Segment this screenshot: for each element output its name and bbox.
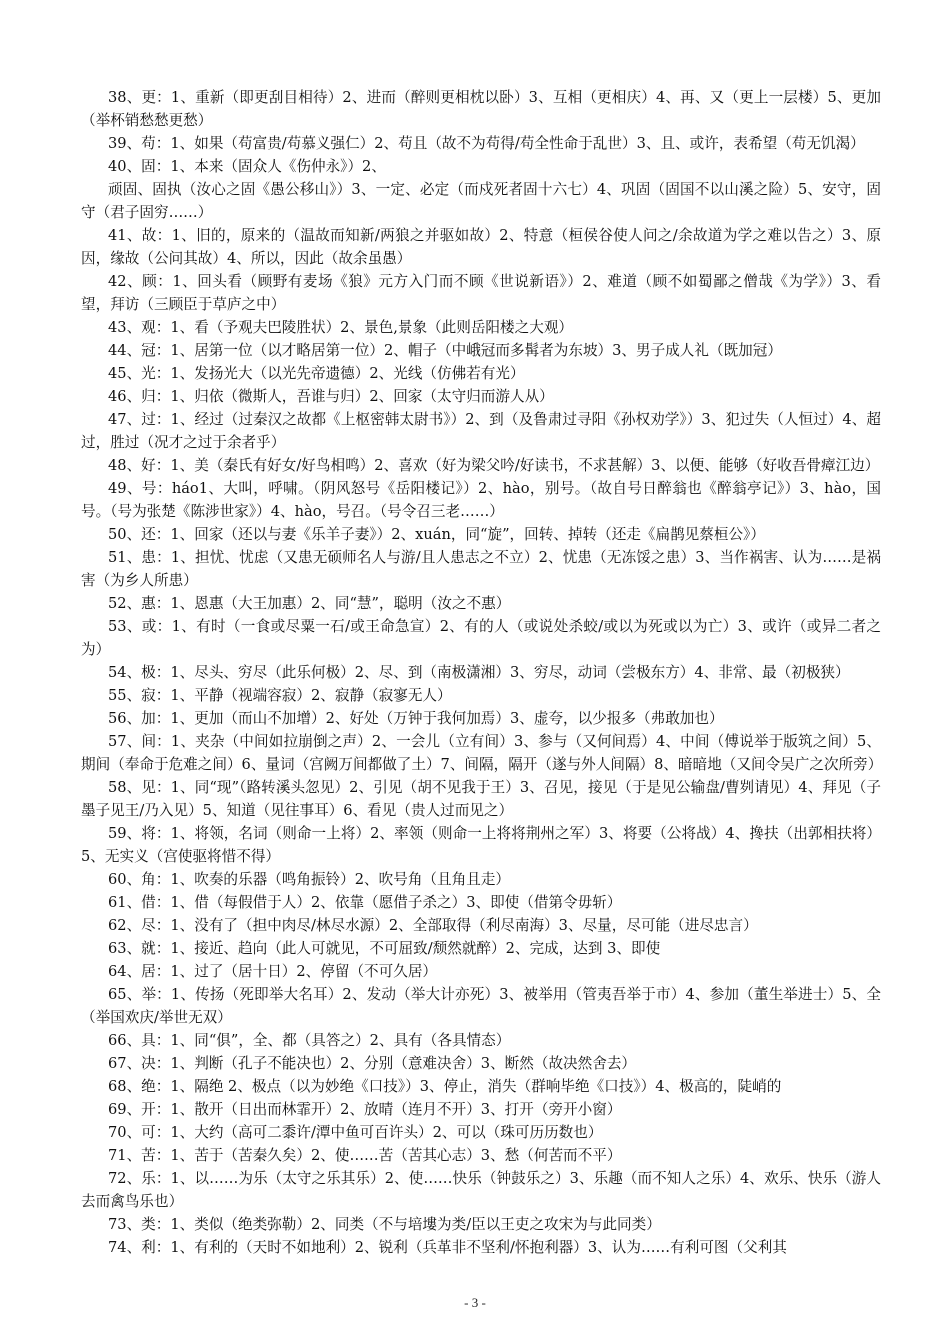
entry-41: 41、故：1、旧的，原来的（温故而知新/两狼之并驱如故）2、特意（桓侯谷使人问之/余故道为学之难以告之）3、原因，缘故（公问其故）4、所以，因此（故余虽愚） xyxy=(81,227,881,267)
entry-66: 66、具：1、同“俱”，全、都（具答之）2、具有（各具情态） xyxy=(108,1032,511,1049)
entry-58: 58、见：1、同“现”（路转溪头忽见）2、引见（胡不见我于王）3、召见，接见（于是见公输盘/曹刿请见）4、拜见（子墨子见王/乃入见）5、知道（见往事耳）6、看见（贵人过而见之） xyxy=(81,779,881,819)
entry-50: 50、还：1、回家（还以与妻《乐羊子妻》）2、xuán，同“旋”，回转、掉转（还走《扁鹊见蔡桓公》） xyxy=(108,526,765,543)
entry-61: 61、借：1、借（每假借于人）2、依靠（愿借子杀之）3、即使（借第令毋斩） xyxy=(108,894,622,911)
entry-45: 45、光：1、发扬光大（以光先帝遗德）2、光线（仿佛若有光） xyxy=(108,365,525,382)
entry-48: 48、好：1、美（秦氏有好女/好鸟相鸣）2、喜欢（好为梁父吟/好读书，不求甚解）3、以便、能够（好收吾骨瘴江边） xyxy=(108,457,880,474)
entry-54: 54、极：1、尽头、穷尽（此乐何极）2、尽、到（南极潇湘）3、穷尽，动词（尝极东方）4、非常、最（初极狭） xyxy=(108,664,850,681)
entry-40: 40、固：1、本来（固众人《伤仲永》）2、 xyxy=(108,158,386,175)
document-body xyxy=(81,86,881,1259)
page-number: - 3 - xyxy=(464,1295,486,1310)
entry-72: 72、乐：1、以……为乐（太守之乐其乐）2、使……快乐（钟鼓乐之）3、乐趣（而不知人之乐）4、欢乐、快乐（游人去而禽鸟乐也） xyxy=(81,1170,881,1210)
entry-73: 73、类：1、类似（绝类弥勒）2、同类（不与培塿为类/臣以王吏之攻宋为与此同类） xyxy=(108,1216,661,1233)
entry-39: 39、苟：1、如果（苟富贵/苟慕义强仁）2、苟且（故不为苟得/苟全性命于乱世）3、且、或许，表希望（苟无饥渴） xyxy=(108,135,865,152)
entry-65: 65、举：1、传扬（死即举大名耳）2、发动（举大计亦死）3、被举用（管夷吾举于市）4、参加（董生举进士）5、全（举国欢庆/举世无双） xyxy=(81,986,881,1026)
entry-68: 68、绝：1、隔绝 2、极点（以为妙绝《口技》）3、停止，消失（群响毕绝《口技》）4、极高的，陡峭的 xyxy=(108,1078,782,1095)
entry-55: 55、寂：1、平静（视端容寂）2、寂静（寂寥无人） xyxy=(108,687,452,704)
entry-62: 62、尽：1、没有了（担中肉尽/林尽水源）2、全部取得（利尽南海）3、尽量，尽可能（进尽忠言） xyxy=(108,917,758,934)
entry-49: 49、号：háo1、大叫，呼啸。（阴风怒号《岳阳楼记》）2、hào，别号。（故自号日醉翁也《醉翁亭记》）3、hào，国号。（号为张楚《陈涉世家》）4、hào，号召。（号令召三老……） xyxy=(81,480,881,520)
entry-53: 53、或：1、有时（一食或尽粟一石/或王命急宣）2、有的人（或说处杀蛟/或以为死或以为亡）3、或许（或异二者之为） xyxy=(81,618,881,658)
entry-70: 70、可：1、大约（高可二黍许/潭中鱼可百许头）2、可以（珠可历历数也） xyxy=(108,1124,603,1141)
entry-63: 63、就：1、接近、趋向（此人可就见，不可屈致/颓然就醉）2、完成，达到 3、即使 xyxy=(108,940,661,957)
entry-51: 51、患：1、担忧、忧虑（又患无硕师名人与游/且人患志之不立）2、忧患（无冻馁之患）3、当作祸害、认为……是祸害（为乡人所患） xyxy=(81,549,881,589)
entry-40-continued: 顽固、固执（汝心之固《愚公移山》）3、一定、必定（而戍死者固十六七）4、巩固（固国不以山溪之险）5、安守，固守（君子固穷……） xyxy=(81,181,881,221)
entry-64: 64、居：1、过了（居十日）2、停留（不可久居） xyxy=(108,963,438,980)
entry-60: 60、角：1、吹奏的乐器（鸣角振铃）2、吹号角（且角且走） xyxy=(108,871,510,888)
entry-71: 71、苦：1、苦于（苦秦久矣）2、使……苦（苦其心志）3、愁（何苦而不平） xyxy=(108,1147,622,1164)
entry-74: 74、利：1、有利的（天时不如地利）2、锐利（兵革非不坚利/怀抱利器）3、认为……有利可图（父利其 xyxy=(108,1239,787,1256)
entry-57: 57、间：1、夹杂（中间如拉崩倒之声）2、一会儿（立有间）3、参与（又何间焉）4、中间（傅说举于版筑之间）5、期间（奉命于危难之间）6、量词（宫阙万间都做了土）7、间隔，隔开（遂与外人间隔）8、暗暗地（又间令吴广之次所旁） xyxy=(81,733,883,773)
entry-67: 67、决：1、判断（孔子不能决也）2、分别（意难决舍）3、断然（故决然舍去） xyxy=(108,1055,637,1072)
entry-69: 69、开：1、散开（日出而林霏开）2、放晴（连月不开）3、打开（旁开小窗） xyxy=(108,1101,622,1118)
entry-59: 59、将：1、将领，名词（则命一上将）2、率领（则命一上将将荆州之军）3、将要（公将战）4、搀扶（出郭相扶将）5、无实义（宫使驱将惜不得） xyxy=(81,825,881,865)
entry-44: 44、冠：1、居第一位（以才略居第一位）2、帽子（中峨冠而多髯者为东坡）3、男子成人礼（既加冠） xyxy=(108,342,782,359)
entry-47: 47、过：1、经过（过秦汉之故都《上枢密韩太尉书》）2、到（及鲁肃过寻阳《孙权劝学》）3、犯过失（人恒过）4、超过，胜过（况才之过于余者乎） xyxy=(81,411,881,451)
entry-42: 42、顾：1、回头看（顾野有麦场《狼》元方入门而不顾《世说新语》）2、难道（顾不如蜀鄙之僧哉《为学》）3、看望，拜访（三顾臣于草庐之中） xyxy=(81,273,881,313)
entry-38: 38、更：1、重新（即更刮目相待）2、进而（醉则更相枕以卧）3、互相（更相庆）4、再、又（更上一层楼）5、更加（举杯销愁愁更愁） xyxy=(81,89,881,129)
entry-46: 46、归：1、归依（微斯人，吾谁与归）2、回家（太守归而游人从） xyxy=(108,388,554,405)
entry-43: 43、观：1、看（予观夫巴陵胜状）2、景色,景象（此则岳阳楼之大观） xyxy=(108,319,574,336)
entry-52: 52、惠：1、恩惠（大王加惠）2、同“慧”，聪明（汝之不惠） xyxy=(108,595,511,612)
entry-56: 56、加：1、更加（而山不加增）2、好处（万钟于我何加焉）3、虚夸，以少报多（弗敢加也） xyxy=(108,710,724,727)
